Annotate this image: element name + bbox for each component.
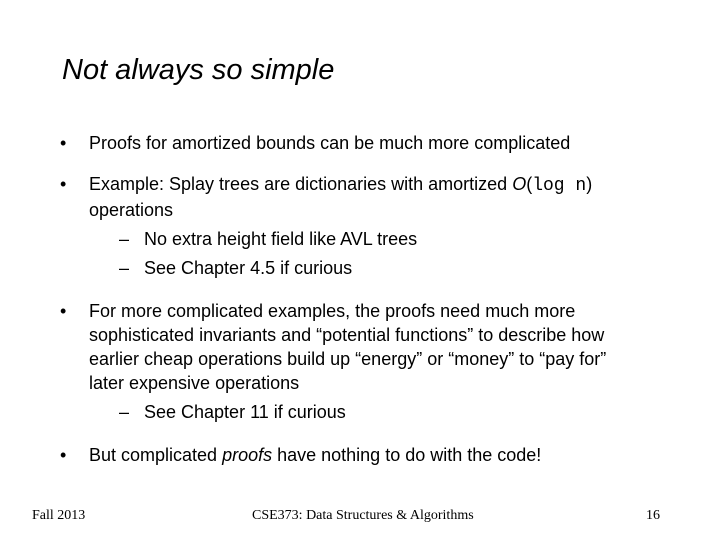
bullet-item [60, 172, 680, 280]
bullet-text-part: But complicated [89, 445, 223, 465]
bullet-text [89, 172, 680, 222]
bullet-item [60, 131, 680, 155]
sub-bullet-item [119, 227, 680, 251]
bullet-marker: • [60, 133, 67, 153]
bullet-text: For more complicated examples, the proofs need much more sophisticated invariants and “potential functions” to describe how earlier cheap operations build up “energy” or “money” to “pay for” later expensive operations [89, 301, 607, 393]
footer-term: Fall 2013 [32, 508, 86, 523]
sub-bullet-text: See Chapter 11 if curious [144, 402, 346, 422]
bullet-marker: • [60, 445, 67, 465]
sub-bullet-item [119, 400, 680, 424]
sub-bullet-item [119, 256, 680, 280]
bullet-item [60, 443, 680, 467]
paren-open: ( [526, 174, 533, 194]
bullet-text-part: Example: Splay trees are dictionaries with amortized [89, 174, 513, 194]
bullet-text [89, 443, 680, 467]
slide-title: Not always so simple [62, 54, 335, 86]
big-o-symbol: O [512, 174, 527, 194]
slide-number: 16 [646, 508, 660, 523]
paren-close: ) [586, 174, 593, 194]
sub-bullet-marker: – [119, 402, 130, 422]
bullet-text: Proofs for amortized bounds can be much more complicated [89, 133, 571, 153]
bullet-marker: • [60, 301, 67, 321]
sub-bullet-text: See Chapter 4.5 if curious [144, 258, 353, 278]
bullet-marker: • [60, 174, 67, 194]
bullet-text-part: operations [89, 200, 174, 220]
bullet-item [60, 299, 680, 424]
emphasized-word: proofs [222, 445, 273, 465]
sub-bullet-marker: – [119, 258, 130, 278]
code-fragment: log n [532, 176, 587, 196]
sub-bullet-text: No extra height field like AVL trees [144, 229, 418, 249]
bullet-text-part: have nothing to do with the code! [272, 445, 542, 465]
footer-course: CSE373: Data Structures & Algorithms [252, 508, 474, 523]
sub-bullet-marker: – [119, 229, 130, 249]
